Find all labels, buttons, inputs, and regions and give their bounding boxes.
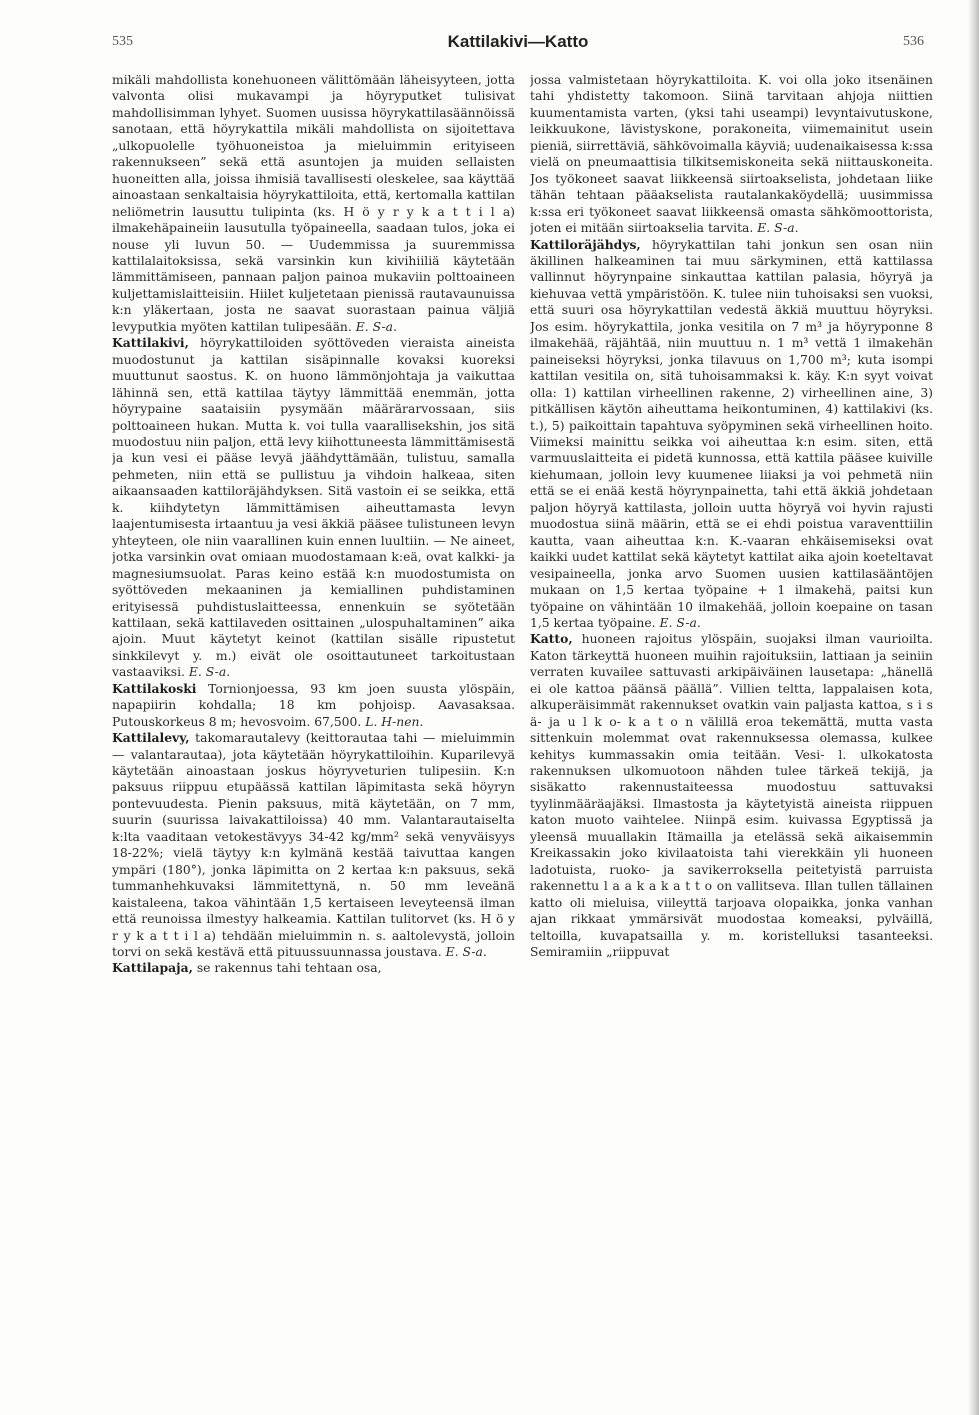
entry-text: höyrykattilan tahi jonkun sen osan niin äkillinen halkeaminen tai muu särkyminen, että kattilassa vallinnut höyrynpaine sinkauttaa kattilan palasia, höyryä ja kiehuvaa vettä ympäristöön. K. tulee niin tuhoisaksi sen vuoksi, että suuri osa höyrykattilan vedestä äkkiä muuttuu höyryksi. Jos esim. höyrykattila, jonka vesitila on 7 m³ ja höyryponne 8 ilmakehää, räjähtää, niin muuttuu n. 1 m³ vettä 1 ilmakehän paineiseksi höyryksi, jonka tilavuus on 1,700 m³; kuta isompi kattilan vesitila on, sitä tuhoisammaksi k. käy. K:n syyt voivat olla: 1) kattilan virheellinen rakenne, 2) virheellinen aine, 3) pitkällisen käytön aiheuttama heikontuminen, 4) kattilakivi (ks. t.), 5) paikoittain tapahtuva syöpyminen sekä virheellinen hoito. Viimeksi mainittu seikka voi aiheuttaa k:n esim. siten, että varmuuslaitteita ei pidetä kunnossa, että kattila pääsee kuiville kiehumaan, jolloin levy kuumenee liiaksi ja voi pehmetä niin että se ei enää kestä höyrynpainetta, tahi että äkkiä johdetaan paljon höyryä kattilasta, jolloin uutta höyryä voi hyvin rajusti muodostua siinä määrin, että se ei ehdi poistua varaventtiilin kautta, vaan aiheuttaa k:n. K.-vaaran ehkäisemiseksi ovat kaikki uudet kattilat sekä käytetyt kattilat aika ajoin koeteltavat vesipaineella, jonka arvo Suomen uusien kattilasääntöjen mukaan on 1,5 kertaa työpaine + 1 ilmakehä, paitsi kun työpaine on vähintään 10 ilmakehää, jolloin koepaine on tasan 1,5 kertaa työpaine. bbox=[530, 237, 933, 630]
entry-signature: E. S-a. bbox=[659, 615, 701, 630]
entry-signature: E. S-a. bbox=[757, 221, 799, 236]
entry-text: mikäli mahdollista konehuoneen välittömään läheisyyteen, jotta valvonta olisi mukavampi ja höyryputket tulisivat mahdollisimman lyhyet. Suomen uusissa höyrykattilasäännöissä sanotaan, että höyrykattila mikäli mahdollista on sijoitettava „ulkopuolelle työhuoneistoa ja mieluimmin erityiseen rakennukseen” sekä että asuntojen ja muiden sellaisten huoneitten alla, joissa ihmisiä tavallisesti oleskelee, saa käyttää ainoastaan senkaltaisia höyrykattiloita, että, kertomalla kattilan neliömetrin lausuttu tulipinta (ks. H ö y r y k a t t i l a) ilmakehäpaineiin lausutulla työpaineella, saadaan tulos, joka ei nouse yli luvun 50. — Uudemmissa ja suuremmissa kattilalaitoksissa, sekä varsinkin kun kivihiiliä käytetään lämmittämiseen, pannaan paljon painoa mukaviin polttoaineen kuljettamislaitteisiin. Hiilet kuljetetaan pienissä rautavaunuissa k:n yläkertaan, josta ne saavat suorastaan painua väljiä levyputkia myöten kattilan tulipesään. bbox=[112, 73, 515, 334]
page-edge-shadow bbox=[968, 0, 979, 1415]
entry-text: huoneen rajoitus ylöspäin, suojaksi ilman vaurioilta. Katon tärkeyttä huoneen muihin rajoituksiin, lattiaan ja seiniin verraten kuvailee sattuvasti arkipäiväinen lausetapa: „hänellä ei ole kattoa päänsä päällä”. Villien teltta, lappalaisen kota, alkuperäisimmät rakennukset ovatkin vain paljasta kattoa, s i s ä- ja u l k o- k a t o n välillä eroa tekemättä, mutta vasta sittenkuin molemmat ovat rakennuksessa olemassa, kulkee kehitys kummassakin omia teitään. Vesi- l. ulkokatosta rakennuksen ulkomuotoon nähden tulee tärkeä tekijä, ja sisäkatto rakennustaiteessa muodostuu sattuvaksi tyylinmääräajäksi. Ilmastosta ja käytetyistä aineista riippuen katon muoto vaihtelee. Niinpä esim. kuivassa Egyptissä ja yleensä muuallakin Itämailla ja etelässä sekä aikaisemmin Kreikassakin joko kivilaatoista tahi vierekkäin yli huoneen ladotuista, ruoko- ja savikerroksella peitetyistä parruista rakennettu l a a k a k a t t o on vallitseva. Illan tullen tällainen katto oli mieluisa, viileyttä tarjoava olopaikka, jonka vanhan ajan rikkaat ymmärsivät muodostaa komeaksi, pylväillä, teltoilla, kuvapatsailla y. m. koristelluksi tasanteeksi. Semiramiin „riippuvat bbox=[530, 632, 933, 960]
entry-text: höyrykattiloiden syöttöveden vieraista aineista muodostunut ja kattilan sisäpinnalle kovaksi kuoreksi muuttunut saostus. K. on huono lämmönjohtaja ja vaikuttaa lähinnä sen, että kattilaa täytyy lämmittää enemmän, jotta höyrypaine saataisiin pysymään määrärarvossaan, siis polttoaineen hukan. Mutta k. voi tulla vaarallisekshin, jos sitä muodostuu niin paljon, että levy kiihottuneesta lämmittämisestä ja kun vesi ei pääse levyä jäähdyttämään, tulistuu, samalla pehmeten, niin että se pullistuu ja vihdoin halkeaa, siten aikaansaaden kattiloräjähdyksen. Sitä vastoin ei se seikka, että k. kiihdytetyn lämmittämisen aiheuttamasta levyn laajentumisesta irtaantuu ja vesi äkkiä pääsee tulistuneen levyn yhteyteen, ole niin vaarallinen kuin ennen luultiin. — Ne aineet, jotka varsinkin ovat omiaan muodostamaan k:eä, ovat kalkki- ja magnesiumsuolat. Paras keino estää k:n muodostumista on syöttöveden mekaaninen ja kemiallinen puhdistaminen erityisessä puhdistuslaitteessa, ennenkuin se syötetään kattilaan, sekä kattilaveden osittainen „ulospuhaltaminen” aika ajoin. Muut käytetyt keinot (kattilan sisälle ripustetut sinkkilevyt y. m.) eivät ole osoittautuneet tarkoitustaan vastaaviksi. bbox=[112, 336, 515, 680]
entry-text: se rakennus tahi tehtaan osa, bbox=[196, 961, 382, 976]
entry-text: Tornionjoessa, 93 km joen suusta ylöspäin, napapiirin kohdalla; 18 km pohjoisp. Aavasaksaa. Putouskorkeus 8 m; hevosvoim. 67,500. bbox=[112, 681, 515, 729]
entry-headword: Kattilakivi, bbox=[112, 335, 189, 351]
entry-text: takomarautalevy (keittorautaa tahi — mieluimmin — valantarautaa), jota käytetään höyrykattiloihin. Kuparilevyä käytetään ainoastaan joskus höyryveturien tulipesiin. K:n paksuus riippuu etupäässä kattilan läpimitasta sekä höyryn pontevuudesta. Pienin paksuus, mitä käytetään, on 7 mm, suurin (suurissa laivakattiloissa) 40 mm. Valantarautaiselta k:lta vaaditaan vetokestävyys 34-42 kg/mm² sekä venyväisyys 18-22%; vielä täytyy k:n kylmänä kestää taivuttaa kangen ympäri (180°), jonka läpimitta on 2 kertaa k:n paksuus, sekä tummanhehkuvaksi lämmitettynä, n. 50 mm leveänä kaistaleena, takoa vähintään 1,5 kertaiseen leveyteensä ilman että reunoissa ilmestyy halkeamia. Kattilan tulitorvet (ks. H ö y r y k a t t i l a) tehdään mieluimmin n. s. aaltolevystä, jolloin torvi on sekä kestävä että pituussuunnassa joustava. bbox=[112, 731, 515, 960]
article-entry bbox=[530, 631, 933, 960]
entry-signature: E. S-a. bbox=[188, 665, 231, 680]
article-entry bbox=[112, 960, 515, 976]
page-number-right: 536 bbox=[903, 34, 924, 49]
article-entry bbox=[112, 72, 515, 335]
page-header bbox=[112, 32, 924, 58]
entry-headword: Kattilalevy, bbox=[112, 730, 190, 746]
entry-text: jossa valmistetaan höyrykattiloita. K. voi olla joko itsenäinen tahi yhdistetty takomoon. Siinä tarvitaan ahjoja niittien kuumentamista varten, (yksi tahi useampi) levyntaivutuskone, leikkuukone, lävistyskone, porakoneita, viimemainitut usein pieniä, siirrettäviä, sähkövoimalla käyviä; uudenaikaisessa k:ssa vielä on pneumaattisia tilkitsemiskoneita sekä niittauskoneita. Jos työkoneet saavat liikkeensä siirtoakselista, johdetaan liike tähän tehtaan pääakselista rautalankaköydellä; uusimmissa k:ssa eri työkoneet saavat liikkeensä omasta sähkömoottorista, joten ei mitään siirtoakselia tarvita. bbox=[530, 73, 933, 236]
article-entry bbox=[530, 237, 933, 632]
entry-signature: L. H-nen. bbox=[365, 714, 424, 729]
entry-signature: E. S-a. bbox=[445, 945, 487, 960]
article-entry bbox=[112, 335, 515, 681]
left-column bbox=[112, 72, 515, 1402]
article-entry bbox=[112, 681, 515, 730]
entry-signature: E. S-a. bbox=[355, 319, 397, 334]
running-title: Kattilakivi—Katto bbox=[447, 32, 589, 51]
entry-headword: Kattilapaja, bbox=[112, 960, 193, 976]
entry-headword: Katto, bbox=[530, 631, 573, 647]
entry-headword: Kattiloräjähdys, bbox=[530, 236, 641, 252]
article-entry bbox=[112, 730, 515, 960]
article-entry bbox=[530, 72, 933, 237]
page-number-left: 535 bbox=[112, 34, 133, 49]
entry-headword: Kattilakoski bbox=[112, 680, 197, 696]
right-column bbox=[530, 72, 933, 1402]
